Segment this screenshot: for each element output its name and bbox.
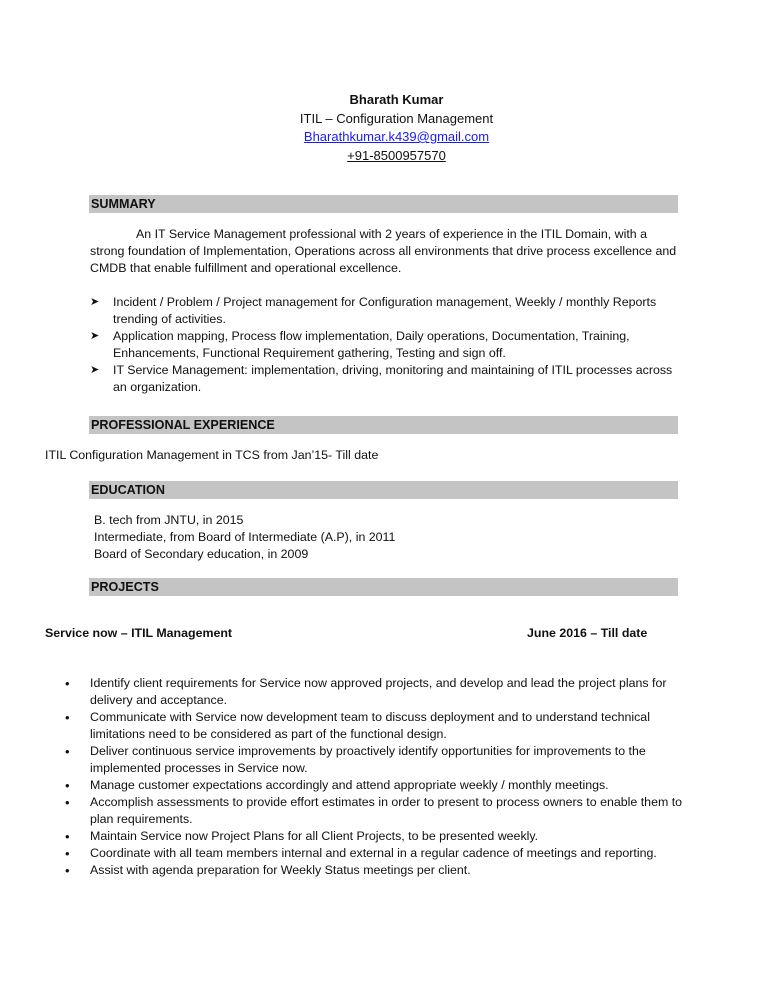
candidate-name: Bharath Kumar	[349, 92, 444, 107]
project-dates: June 2016 – Till date	[527, 626, 648, 640]
list-item: • Coordinate with all team members internal and external in a regular cadence of meetings and reporting.	[65, 846, 657, 861]
list-item: • Deliver continuous service improvements by proactively identify opportunities for improvements to the implemented processes in Service now.	[65, 744, 646, 775]
list-item: • Maintain Service now Project Plans for all Client Projects, to be presented weekly.	[65, 829, 539, 844]
bullet-icon: •	[65, 744, 70, 759]
education-item: Intermediate, from Board of Intermediate (A.P), in 2011	[94, 530, 396, 544]
list-item: • Assist with agenda preparation for Weekly Status meetings per client.	[65, 863, 471, 878]
email-link[interactable]: Bharathkumar.k439@gmail.com	[303, 129, 490, 144]
list-item: • Identify client requirements for Service now approved projects, and develop and lead the project plans for delivery and acceptance.	[65, 676, 667, 707]
arrow-bullet-icon: ➤	[90, 330, 100, 342]
candidate-role: ITIL – Configuration Management	[299, 110, 494, 126]
project-title: Service now – ITIL Management	[45, 626, 233, 640]
list-item: ➤ IT Service Management: implementation, driving, monitoring and maintaining of ITIL processes across an organization.	[90, 363, 673, 394]
bullet-icon: •	[65, 676, 70, 691]
section-heading-experience: PROFESSIONAL EXPERIENCE	[89, 416, 678, 434]
resume-header	[0, 91, 768, 165]
project-responsibilities	[65, 675, 685, 879]
summary-paragraph: An IT Service Management professional with 2 years of experience in the ITIL Domain, with a strong foundation of Implementation, Operations across all environments that drive process excellence and CMDB that enable fulfillment and operational excellence.	[90, 227, 677, 275]
experience-text: ITIL Configuration Management in TCS from Jan’15- Till date	[45, 448, 379, 462]
summary-list	[90, 294, 680, 396]
section-heading-summary: SUMMARY	[89, 195, 678, 213]
section-heading-education: EDUCATION	[89, 481, 678, 499]
bullet-icon: •	[65, 863, 70, 878]
phone-number[interactable]: +91-8500957570	[347, 147, 446, 163]
list-item: ➤ Incident / Problem / Project management for Configuration management, Weekly / monthly Reports trending of activities.	[90, 295, 657, 326]
bullet-icon: •	[65, 795, 70, 810]
arrow-bullet-icon: ➤	[90, 296, 100, 308]
bullet-icon: •	[65, 710, 70, 725]
list-item: • Accomplish assessments to provide effort estimates in order to present to process owners to enable them to plan requirements.	[65, 795, 683, 826]
bullet-icon: •	[65, 829, 70, 844]
list-item: ➤ Application mapping, Process flow implementation, Daily operations, Documentation, Training, Enhancements, Functional Requirement gathering, Testing and sign off.	[90, 329, 630, 360]
bullet-icon: •	[65, 846, 70, 861]
section-heading-projects: PROJECTS	[89, 578, 678, 596]
arrow-bullet-icon: ➤	[90, 364, 100, 376]
list-item: • Manage customer expectations accordingly and attend appropriate weekly / monthly meetings.	[65, 778, 609, 793]
education-item: Board of Secondary education, in 2009	[94, 547, 309, 561]
bullet-icon: •	[65, 778, 70, 793]
education-item: B. tech from JNTU, in 2015	[94, 513, 244, 527]
education-list	[94, 512, 684, 563]
list-item: • Communicate with Service now development team to discuss deployment and to understand technical limitations need to be considered as part of the functional design.	[65, 710, 650, 741]
